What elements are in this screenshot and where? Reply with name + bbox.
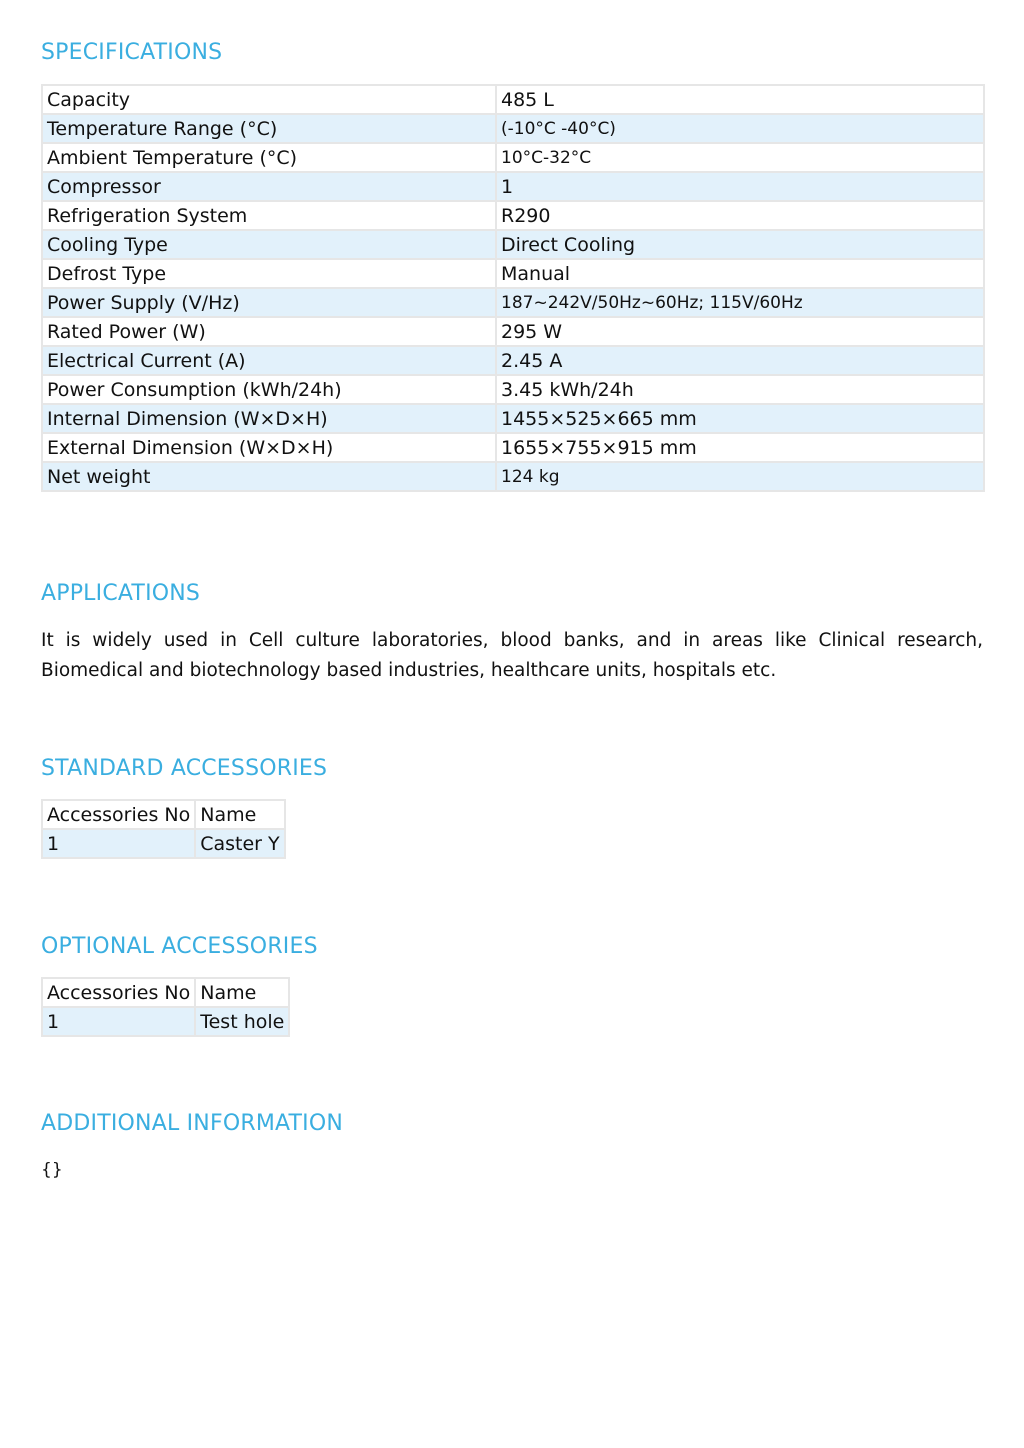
spec-row bbox=[42, 462, 984, 491]
optional-accessories-heading: OPTIONAL ACCESSORIES bbox=[41, 934, 318, 959]
spec-value: 10°C-32°C bbox=[496, 143, 984, 172]
accessory-number: 1 bbox=[42, 829, 195, 858]
spec-row bbox=[42, 433, 984, 462]
spec-row bbox=[42, 317, 984, 346]
spec-row bbox=[42, 230, 984, 259]
accessory-name: Caster Y bbox=[195, 829, 284, 858]
optional-accessories-table bbox=[41, 977, 290, 1037]
accessory-number: 1 bbox=[42, 1007, 195, 1036]
spec-value: 1 bbox=[496, 172, 984, 201]
spec-label: Compressor bbox=[42, 172, 496, 201]
spec-label: Capacity bbox=[42, 85, 496, 114]
spec-row bbox=[42, 288, 984, 317]
table-row bbox=[42, 829, 285, 858]
spec-label: Ambient Temperature (°C) bbox=[42, 143, 496, 172]
table-header-row bbox=[42, 978, 289, 1007]
column-header-name: Name bbox=[195, 978, 289, 1007]
spec-row bbox=[42, 346, 984, 375]
column-header-name: Name bbox=[195, 800, 284, 829]
spec-value: Manual bbox=[496, 259, 984, 288]
spec-value: 3.45 kWh/24h bbox=[496, 375, 984, 404]
applications-heading: APPLICATIONS bbox=[41, 581, 201, 606]
spec-row bbox=[42, 259, 984, 288]
spec-label: Internal Dimension (W×D×H) bbox=[42, 404, 496, 433]
spec-row bbox=[42, 404, 984, 433]
spec-value: R290 bbox=[496, 201, 984, 230]
applications-text: It is widely used in Cell culture laboratories, blood banks, and in areas like Clinical research, Biomedical and biotechnology based industries, healthcare units, hospitals etc. bbox=[41, 630, 983, 681]
accessory-name: Test hole bbox=[195, 1007, 289, 1036]
spec-row bbox=[42, 85, 984, 114]
column-header-accessories-no: Accessories No bbox=[42, 800, 195, 829]
spec-value: Direct Cooling bbox=[496, 230, 984, 259]
spec-label: Cooling Type bbox=[42, 230, 496, 259]
spec-label: Rated Power (W) bbox=[42, 317, 496, 346]
spec-label: Defrost Type bbox=[42, 259, 496, 288]
spec-label: Electrical Current (A) bbox=[42, 346, 496, 375]
spec-row bbox=[42, 201, 984, 230]
spec-value: 2.45 A bbox=[496, 346, 984, 375]
column-header-accessories-no: Accessories No bbox=[42, 978, 195, 1007]
spec-row bbox=[42, 172, 984, 201]
spec-value: 124 kg bbox=[496, 462, 984, 491]
spec-value: 1655×755×915 mm bbox=[496, 433, 984, 462]
standard-accessories-heading: STANDARD ACCESSORIES bbox=[41, 756, 328, 781]
specifications-table bbox=[41, 84, 985, 492]
spec-value: 187~242V/50Hz~60Hz; 115V/60Hz bbox=[496, 288, 984, 317]
spec-row bbox=[42, 143, 984, 172]
additional-information-text: {} bbox=[41, 1160, 63, 1180]
standard-accessories-table bbox=[41, 799, 286, 859]
table-row bbox=[42, 1007, 289, 1036]
spec-value: 485 L bbox=[496, 85, 984, 114]
specifications-heading: SPECIFICATIONS bbox=[41, 40, 223, 65]
spec-label: Refrigeration System bbox=[42, 201, 496, 230]
spec-label: External Dimension (W×D×H) bbox=[42, 433, 496, 462]
additional-information-heading: ADDITIONAL INFORMATION bbox=[41, 1111, 344, 1136]
spec-label: Power Consumption (kWh/24h) bbox=[42, 375, 496, 404]
spec-label: Net weight bbox=[42, 462, 496, 491]
spec-value: (-10°C -40°C) bbox=[496, 114, 984, 143]
spec-row bbox=[42, 114, 984, 143]
spec-row bbox=[42, 375, 984, 404]
table-header-row bbox=[42, 800, 285, 829]
spec-value: 295 W bbox=[496, 317, 984, 346]
spec-label: Temperature Range (°C) bbox=[42, 114, 496, 143]
spec-value: 1455×525×665 mm bbox=[496, 404, 984, 433]
spec-label: Power Supply (V/Hz) bbox=[42, 288, 496, 317]
